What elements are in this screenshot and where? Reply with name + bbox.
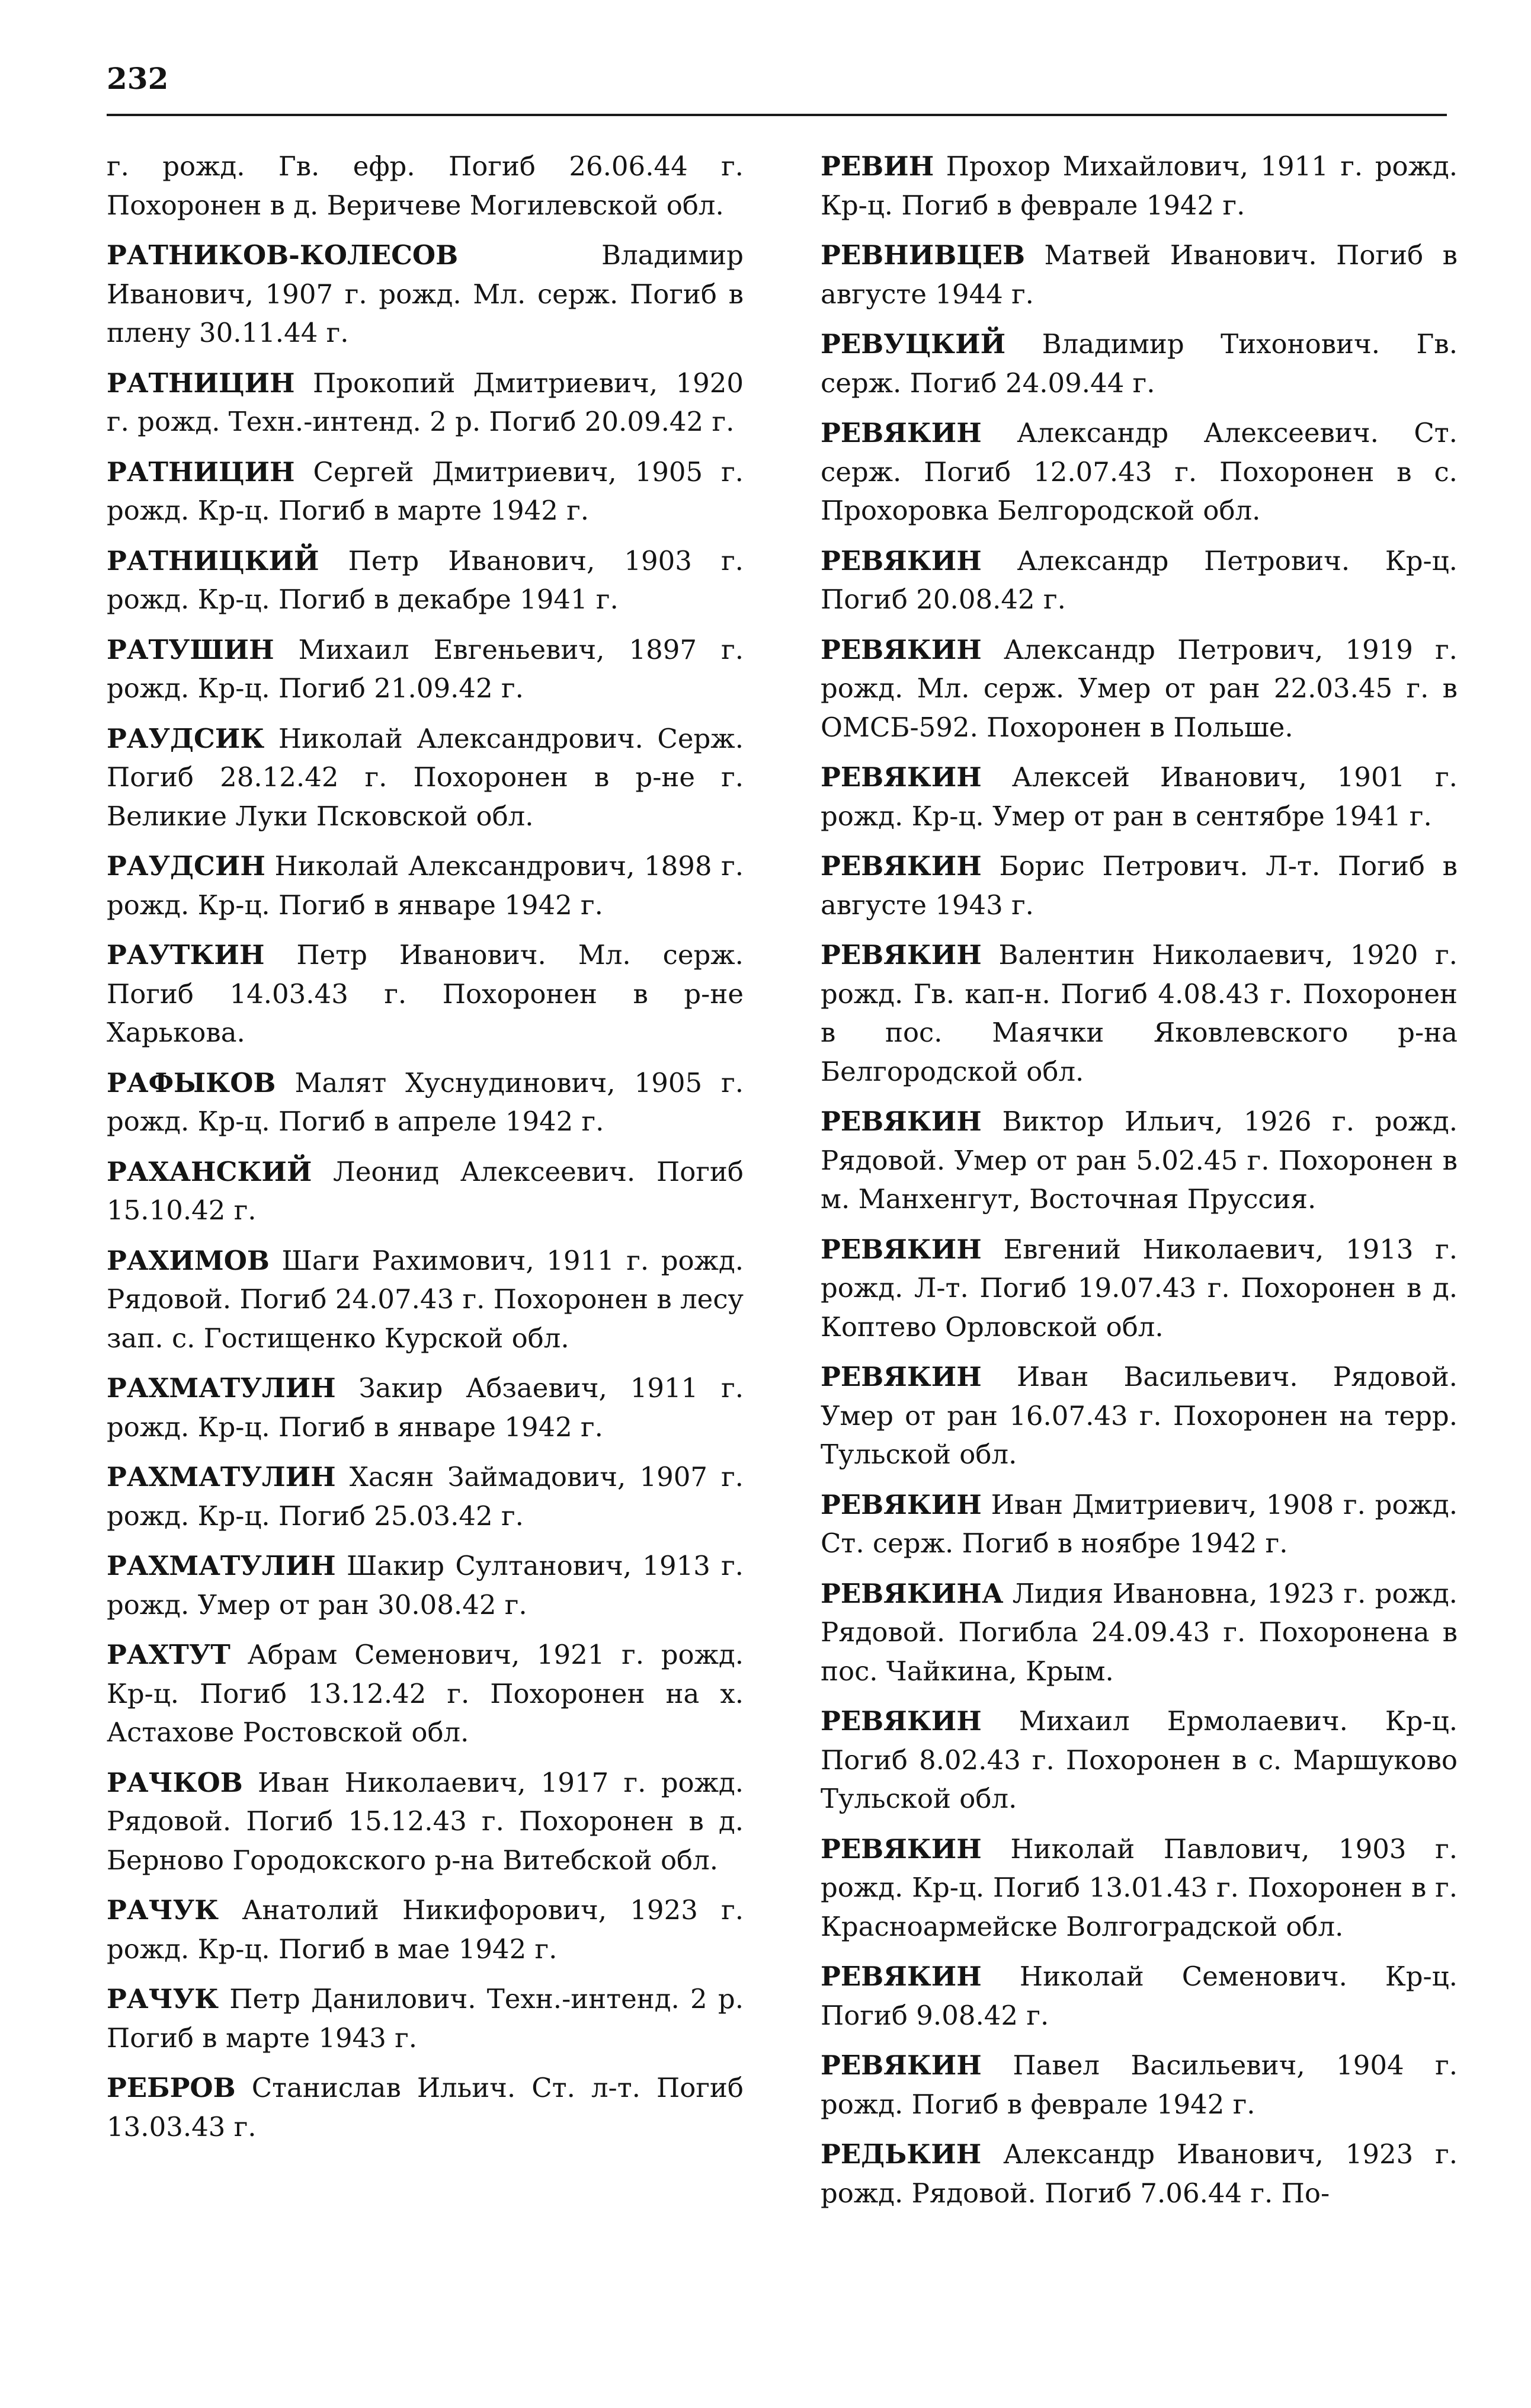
entry-surname: РАХИМОВ [107, 1244, 270, 1276]
entry-details: Александр Петрович, 1919 г. рожд. Мл. серж. Умер от ран 22.03.45 г. в ОМСБ-592. Похоронен в Польше. [821, 633, 1458, 743]
entry-details: Алексей Иванович, 1901 г. рожд. Кр-ц. Умер от ран в сентябре 1941 г. [821, 761, 1458, 832]
entry [107, 453, 744, 530]
left-column [107, 147, 744, 2157]
entry-surname: РАЧУК [107, 1894, 219, 1926]
entry [107, 1241, 744, 1358]
entry-details: Матвей Иванович. Погиб в августе 1944 г. [821, 239, 1458, 310]
entry-surname: РЕВЯКИНА [821, 1577, 1004, 1609]
entry [107, 1064, 744, 1141]
entry-surname: РЕВЯКИН [821, 633, 982, 665]
entry [107, 630, 744, 708]
entry-surname: РЕВЯКИН [821, 1488, 982, 1520]
entry-details: Павел Васильевич, 1904 г. рожд. Погиб в феврале 1942 г. [821, 2050, 1458, 2120]
entry [821, 2135, 1458, 2212]
entry [821, 1574, 1458, 1691]
entry [821, 936, 1458, 1091]
entry-surname: РЕВИН [821, 150, 934, 182]
entry-surname: РАХТУТ [107, 1639, 230, 1670]
entry [107, 1152, 744, 1230]
entry-surname: РЕБРОВ [107, 2072, 236, 2103]
entry-surname: РАХАНСКИЙ [107, 1155, 312, 1187]
entry-surname: РАХМАТУЛИН [107, 1372, 336, 1404]
entry-surname: РЕВЯКИН [821, 850, 982, 882]
entry [821, 1102, 1458, 1219]
entry-details: Иван Васильевич. Рядовой. Умер от ран 16.07.43 г. Похоронен на терр. Тульской обл. [821, 1361, 1458, 1470]
entry-surname: РАТНИЦКИЙ [107, 545, 319, 577]
entry [821, 1485, 1458, 1563]
entry-surname: РЕВНИВЦЕВ [821, 239, 1026, 271]
entry-surname: РАТНИЦИН [107, 367, 295, 399]
entry-surname: РЕВЯКИН [821, 1233, 982, 1265]
entry-surname: РАУДСИН [107, 850, 265, 882]
entry-surname: РАУТКИН [107, 939, 265, 971]
entry-surname: РЕВЯКИН [821, 417, 982, 449]
entry [821, 414, 1458, 530]
entry-details: Петр Иванович. Мл. серж. Погиб 14.03.43 г. Похоронен в р-не Харькова. [107, 939, 744, 1048]
entry-details: Малят Хуснудинович, 1905 г. рожд. Кр-ц. Погиб в апреле 1942 г. [107, 1067, 744, 1137]
page-number: 232 [107, 61, 169, 96]
entry [821, 1702, 1458, 1818]
entry-details: Евгений Николаевич, 1913 г. рожд. Л-т. Погиб 19.07.43 г. Похоронен в д. Коптево Орловской обл. [821, 1233, 1458, 1343]
entry-surname: РЕВЯКИН [821, 1705, 982, 1737]
entry [107, 364, 744, 441]
entry [821, 542, 1458, 619]
entry [821, 147, 1458, 225]
entry [821, 630, 1458, 747]
entry-details: Анатолий Никифорович, 1923 г. рожд. Кр-ц. Погиб в мае 1942 г. [107, 1894, 744, 1965]
entry [821, 1230, 1458, 1347]
entry-details: Сергей Дмитриевич, 1905 г. рожд. Кр-ц. Погиб в марте 1942 г. [107, 456, 744, 526]
entry-surname: РЕВЯКИН [821, 761, 982, 793]
entry [821, 758, 1458, 835]
entry [821, 847, 1458, 924]
entry-surname: РАЧУК [107, 1983, 219, 2015]
header-rule [107, 114, 1447, 116]
entry [821, 1830, 1458, 1946]
entry [107, 1763, 744, 1880]
entry-details: Иван Николаевич, 1917 г. рожд. Рядовой. Погиб 15.12.43 г. Похоронен в д. Берново Городокского р-на Витебской обл. [107, 1766, 744, 1876]
entry-details: г. рожд. Гв. ефр. Погиб 26.06.44 г. Похоронен в д. Веричеве Могилевской обл. [107, 150, 744, 221]
entry [821, 325, 1458, 402]
entry-surname: РЕВЯКИН [821, 545, 982, 577]
entry-details: Петр Данилович. Техн.-интенд. 2 р. Погиб в марте 1943 г. [107, 1983, 744, 2054]
entry-details: Николай Александрович, 1898 г. рожд. Кр-ц. Погиб в январе 1942 г. [107, 850, 744, 921]
entry-surname: РЕВЯКИН [821, 1833, 982, 1865]
entry [107, 719, 744, 836]
entry-surname: РАЧКОВ [107, 1766, 243, 1798]
entry-details: Александр Алексеевич. Ст. серж. Погиб 12.07.43 г. Похоронен в с. Прохоровка Белгородской обл. [821, 417, 1458, 526]
entry [821, 236, 1458, 313]
entry-details: Владимир Иванович, 1907 г. рожд. Мл. серж. Погиб в плену 30.11.44 г. [107, 239, 744, 348]
entry-surname: РЕВЯКИН [821, 2050, 982, 2081]
entry-details: Михаил Ермолаевич. Кр-ц. Погиб 8.02.43 г. Похоронен в с. Маршуково Тульской обл. [821, 1705, 1458, 1814]
entry-details: Леонид Алексеевич. Погиб 15.10.42 г. [107, 1155, 744, 1226]
entry-details: Николай Александрович. Серж. Погиб 28.12.42 г. Похоронен в р-не г. Великие Луки Псковской обл. [107, 722, 744, 832]
entry-surname: РЕДЬКИН [821, 2138, 982, 2170]
entry-details: Прохор Михайлович, 1911 г. рожд. Кр-ц. Погиб в феврале 1942 г. [821, 150, 1458, 221]
entry [107, 1546, 744, 1624]
entry [107, 1891, 744, 1968]
entry-details: Хасян Займадович, 1907 г. рожд. Кр-ц. Погиб 25.03.42 г. [107, 1461, 744, 1532]
entry-surname: РАХМАТУЛИН [107, 1461, 336, 1493]
entry-details: Станислав Ильич. Ст. л-т. Погиб 13.03.43 г. [107, 2072, 744, 2143]
entry-surname: РАТНИКОВ-КОЛЕСОВ [107, 239, 459, 271]
right-column [821, 147, 1458, 2224]
entry-surname: РЕВЯКИН [821, 1361, 982, 1392]
entry-surname: РЕВЯКИН [821, 1106, 982, 1137]
entry-details: Александр Иванович, 1923 г. рожд. Рядовой. Погиб 7.06.44 г. По- [821, 2138, 1458, 2209]
entry-details: Михаил Евгеньевич, 1897 г. рожд. Кр-ц. Погиб 21.09.42 г. [107, 633, 744, 704]
entry-details: Валентин Николаевич, 1920 г. рожд. Гв. кап-н. Погиб 4.08.43 г. Похоронен в пос. Маячки Яковлевского р-на Белгородской обл. [821, 939, 1458, 1087]
entry-details: Петр Иванович, 1903 г. рожд. Кр-ц. Погиб в декабре 1941 г. [107, 545, 744, 615]
entry [107, 847, 744, 924]
entry [107, 1980, 744, 2057]
entry [107, 236, 744, 353]
entry-details: Виктор Ильич, 1926 г. рожд. Рядовой. Умер от ран 5.02.45 г. Похоронен в м. Манхенгут, Восточная Пруссия. [821, 1106, 1458, 1215]
entry [107, 1635, 744, 1752]
entry-surname: РАУДСИК [107, 722, 265, 754]
entry [107, 147, 744, 225]
entry-surname: РЕВЯКИН [821, 939, 982, 971]
entry-details: Николай Семенович. Кр-ц. Погиб 9.08.42 г. [821, 1961, 1458, 2031]
entry-details: Шакир Султанович, 1913 г. рожд. Умер от ран 30.08.42 г. [107, 1550, 744, 1621]
entry-details: Прокопий Дмитриевич, 1920 г. рожд. Техн.-интенд. 2 р. Погиб 20.09.42 г. [107, 367, 744, 437]
entry-details: Николай Павлович, 1903 г. рожд. Кр-ц. Погиб 13.01.43 г. Похоронен в г. Красноармейске Волгоградской обл. [821, 1833, 1458, 1942]
entry-details: Борис Петрович. Л-т. Погиб в августе 1943 г. [821, 850, 1458, 921]
entry [107, 1458, 744, 1535]
entry [107, 936, 744, 1052]
entry [821, 1357, 1458, 1474]
entry-details: Лидия Ивановна, 1923 г. рожд. Рядовой. Погибла 24.09.43 г. Похоронена в пос. Чайкина, Крым. [821, 1577, 1458, 1687]
entry-surname: РАФЫКОВ [107, 1067, 276, 1099]
entry-surname: РЕВУЦКИЙ [821, 328, 1006, 360]
entry-details: Шаги Рахимович, 1911 г. рожд. Рядовой. Погиб 24.07.43 г. Похоронен в лесу зап. с. Гостищенко Курской обл. [107, 1244, 744, 1354]
entry-details: Александр Петрович. Кр-ц. Погиб 20.08.42 г. [821, 545, 1458, 615]
entry-surname: РАТНИЦИН [107, 456, 295, 488]
entry-surname: РЕВЯКИН [821, 1961, 982, 1992]
entry [107, 1369, 744, 1446]
entry-details: Владимир Тихонович. Гв. серж. Погиб 24.09.44 г. [821, 328, 1458, 399]
entry [821, 1957, 1458, 2035]
entry-details: Иван Дмитриевич, 1908 г. рожд. Ст. серж. Погиб в ноябре 1942 г. [821, 1488, 1458, 1559]
entry [107, 2068, 744, 2146]
entry-surname: РАТУШИН [107, 633, 274, 665]
entry [107, 542, 744, 619]
entry [821, 2046, 1458, 2124]
entry-details: Закир Абзаевич, 1911 г. рожд. Кр-ц. Погиб в январе 1942 г. [107, 1372, 744, 1443]
entry-surname: РАХМАТУЛИН [107, 1550, 336, 1581]
entry-details: Абрам Семенович, 1921 г. рожд. Кр-ц. Погиб 13.12.42 г. Похоронен на х. Астахове Ростовской обл. [107, 1639, 744, 1748]
